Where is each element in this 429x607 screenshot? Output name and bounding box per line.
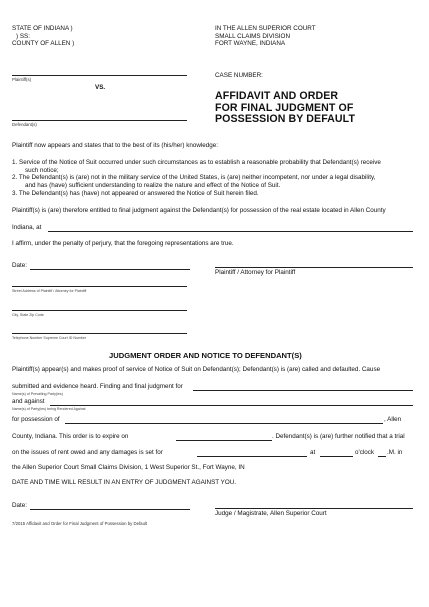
phone-field[interactable] [12,333,187,334]
city-state-zip-label: City, State Zip Code [12,313,44,317]
plaintiff-signature-label: Plaintiff / Attorney for Plaintiff [215,269,296,276]
affidavit-date-field[interactable] [30,269,190,270]
county-line: COUNTY OF ALLEN ) [12,40,75,47]
expiration-date-field[interactable] [176,440,272,441]
item-2-line-a: 2. The Defendant(s) is (are) not in the military service of the United States, is (are) neither incompetent, nor under a legal disability, [12,174,376,181]
default-warning: DATE AND TIME WILL RESULT IN AN ENTRY OF JUDGMENT AGAINST YOU. [12,479,237,486]
indiana-at: Indiana, at [12,224,42,231]
case-number-label: CASE NUMBER: [215,72,263,79]
plaintiff-label: Plaintiff(s) [12,77,32,82]
and-against: and against [12,398,45,405]
judge-signature-field[interactable] [215,508,413,509]
at-label: at [310,449,316,456]
item-1-line-b: such notice; [25,166,59,174]
defendant-field[interactable] [12,120,187,121]
property-address-field[interactable] [48,231,413,232]
am-pm-field[interactable] [378,456,386,457]
further-notified-text: . Defendant(s) is (are) further notified that a trial [272,433,405,440]
m-in-label: .M. in [387,449,403,456]
court-location: the Allen Superior Court Small Claims Division, 1 West Superior St., Fort Wayne, IN [12,464,245,471]
order-date-field[interactable] [30,509,190,510]
trial-date-field[interactable] [197,456,307,457]
court-name: IN THE ALLEN SUPERIOR COURT [215,25,316,32]
street-address-label: Street Address of Plaintiff / Attorney for Plaintiff [12,289,87,293]
order-heading: JUDGMENT ORDER AND NOTICE TO DEFENDANT(S) [109,351,302,360]
possession-of: for possession of [12,416,60,423]
affidavit-date-label: Date: [12,262,28,269]
order-para-line-b: submitted and evidence heard. Finding and final judgment for [12,383,183,390]
order-date-label: Date: [12,502,28,509]
rent-owed-text: on the issues of rent owed and any damages is set for [12,449,163,456]
street-address-field[interactable] [12,286,187,287]
title-line-1: AFFIDAVIT AND ORDER [215,90,339,102]
order-para-line-a: Plaintiff(s) appear(s) and makes proof of service of Notice of Suit on Defendant(s); Defendant(s) is (are) called and defaulted. Cause [12,366,381,373]
plaintiff-field[interactable] [12,75,187,76]
phone-label: Telephone Number Supreme Court ID Number [12,336,87,340]
judge-signature-label: Judge / Magistrate, Allen Superior Court [215,510,327,517]
city-state-zip-field[interactable] [12,310,187,311]
vs-label: VS. [95,84,106,91]
plaintiff-signature-field[interactable] [215,267,413,268]
affidavit-item-3: 3. The Defendant(s) has (have) not appeared or answered the Notice of Suit herein filed. [12,190,259,197]
caption-left [12,25,74,48]
entitled-statement: Plaintiff(s) is (are) therefore entitled to final judgment against the Defendant(s) for possession of the real estate located in Allen County [12,207,386,214]
title-line-2: FOR FINAL JUDGMENT OF [215,101,354,114]
oclock-label: o'clock [355,449,375,456]
allen-suffix: , Allen [384,416,402,423]
county-expire-text: County, Indiana. This order is to expire on [12,433,129,440]
title-line-3: POSSESSION BY DEFAULT [215,113,356,125]
perjury-statement: I affirm, under the penalty of perjury, that the foregoing representations are true. [12,240,234,247]
court-division: SMALL CLAIMS DIVISION [215,32,290,40]
caption-right [215,25,316,48]
court-city: FORT WAYNE, INDIANA [215,40,286,47]
item-2-line-b: and has (have) sufficient understanding to realize the nature and effect of the Notice of Suit. [25,181,281,189]
item-1-line-a: 1. Service of the Notice of Suit occurred under such circumstances as to establish a reasonable probability that Defendant(s) receive [12,159,381,166]
ss-line: ) SS: [16,32,30,40]
rendered-against-label: Name(s) of Party(ies) being Rendered Against [12,407,86,411]
possession-property-field[interactable] [65,423,383,424]
rendered-against-field[interactable] [50,405,413,406]
document-title [215,91,355,126]
affidavit-item-1 [12,159,381,174]
state-line: STATE OF INDIANA ) [12,25,73,32]
prevailing-party-label: Name(s) of Prevailing Party(ies) [12,392,63,396]
affidavit-item-2 [12,174,375,189]
prevailing-party-field[interactable] [193,390,413,391]
defendant-label: Defendant(s) [12,122,37,127]
affidavit-intro: Plaintiff now appears and states that to the best of its (his/her) knowledge: [12,142,219,149]
form-footer: 7/2015 Affidavit and Order for Final Judgment of Possession by Default [12,521,148,526]
trial-time-field[interactable] [320,456,353,457]
